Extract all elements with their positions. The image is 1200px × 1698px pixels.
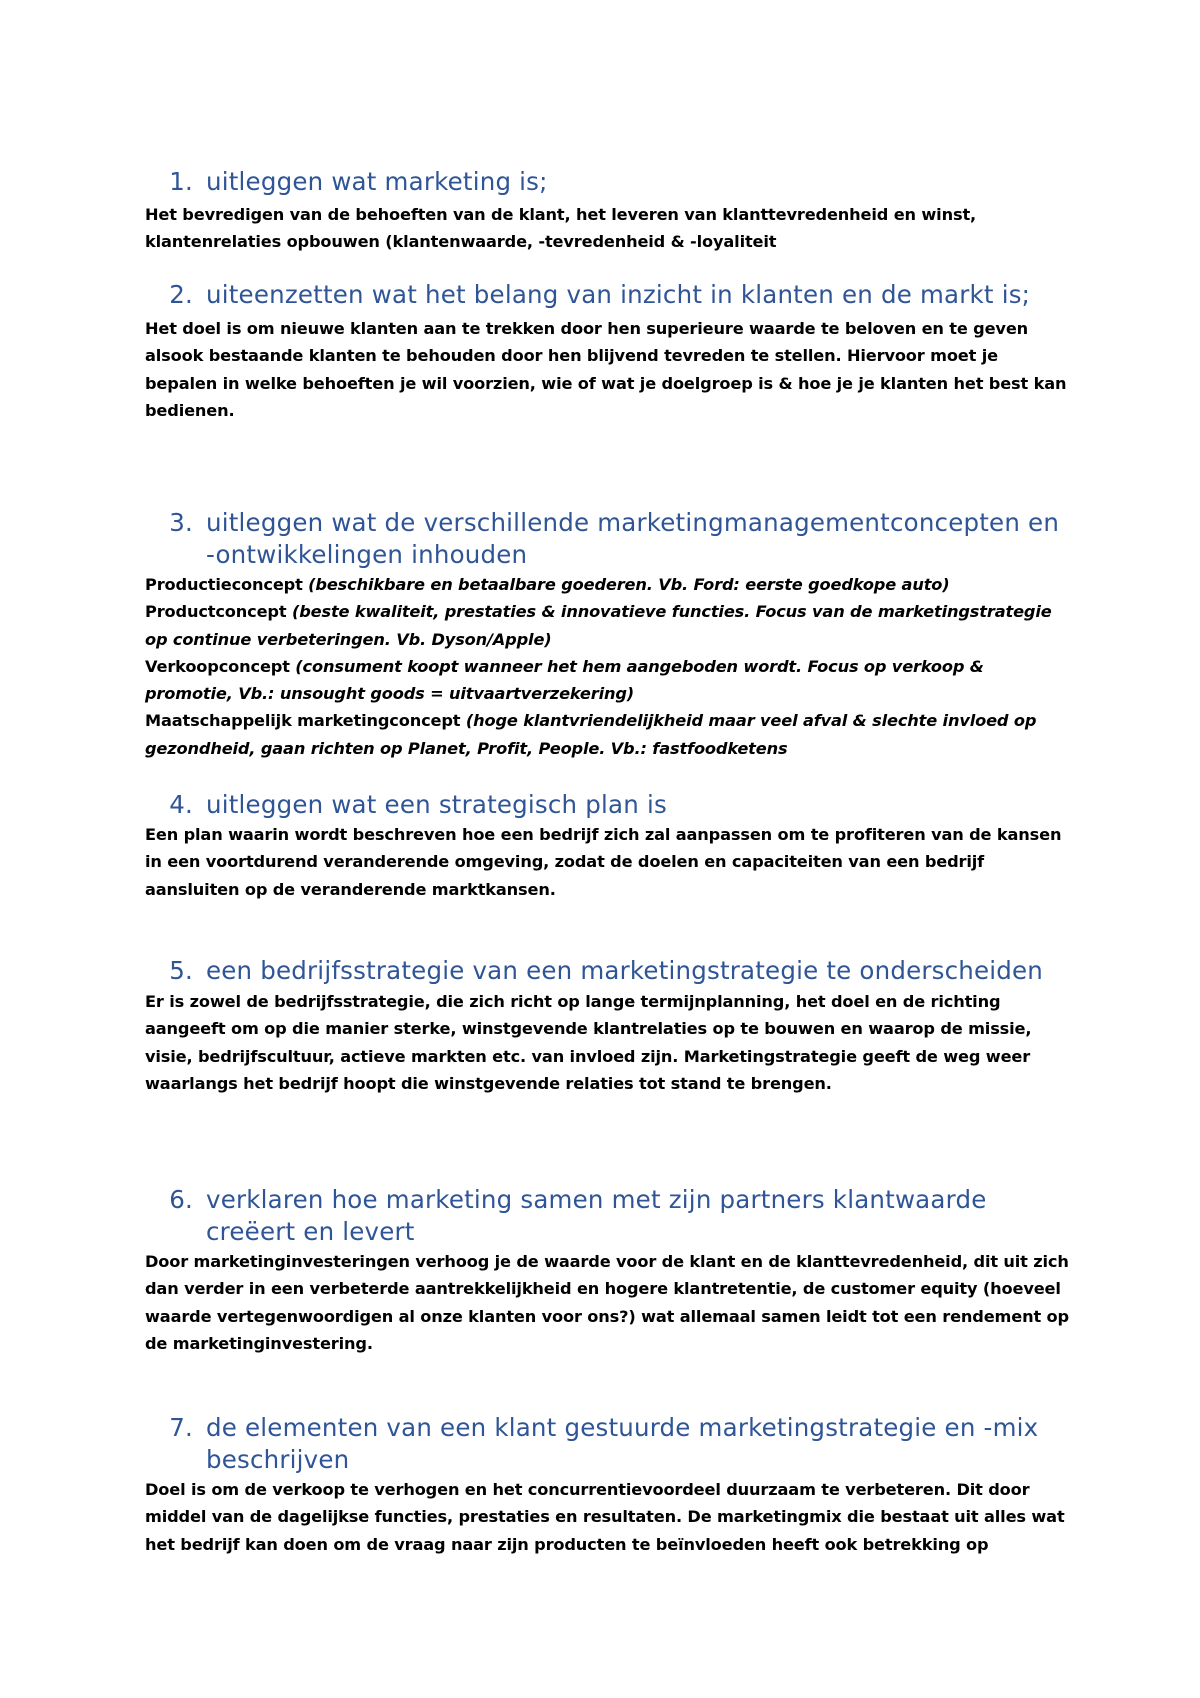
section-heading (145, 789, 1075, 821)
section-body (145, 315, 1075, 424)
heading-number: 6. (169, 1185, 193, 1214)
concept-name: Maatschappelijk marketingconcept (145, 711, 466, 731)
section-heading (145, 1412, 1075, 1476)
concept-item (145, 598, 1075, 653)
concept-detail: (hoge klantvriendelijkheid maar veel afval & slechte invloed op gezondheid, gaan richten op Planet, Profit, People. Vb.: fastfoodketens (145, 711, 1037, 758)
heading-number: 2. (169, 280, 193, 309)
section-body (145, 1476, 1075, 1558)
heading-text: uitleggen wat een strategisch plan is (206, 790, 667, 819)
section-body (145, 988, 1075, 1097)
section-heading (145, 955, 1075, 987)
section-body (145, 1248, 1075, 1357)
heading-text: uiteenzetten wat het belang van inzicht in klanten en de markt is; (206, 280, 1031, 309)
concept-detail: (beste kwaliteit, prestaties & innovatieve functies. Focus van de marketingstrategie op continue verbeteringen. Vb. Dyson/Apple) (145, 602, 1052, 649)
heading-text: verklaren hoe marketing samen met zijn partners klantwaarde creëert en levert (206, 1185, 987, 1246)
heading-number: 3. (169, 508, 193, 537)
section-heading (145, 279, 1075, 311)
concept-name: Verkoopconcept (145, 656, 296, 676)
heading-text: de elementen van een klant gestuurde marketingstrategie en -mix beschrijven (206, 1413, 1039, 1474)
heading-number: 4. (169, 790, 193, 819)
concept-item (145, 707, 1075, 762)
section-paragraph: Een plan waarin wordt beschreven hoe een bedrijf zich zal aanpassen om te profiteren van de kansen in een voortdurend veranderende omgeving, zodat de doelen en capaciteiten van een bedrijf aansluiten op de veranderende marktkansen. (145, 825, 1062, 899)
section-heading (145, 1184, 1075, 1248)
section-5 (145, 955, 1075, 1097)
heading-text: uitleggen wat de verschillende marketingmanagementconcepten en -ontwikkelingen inhouden (206, 508, 1060, 569)
section-6 (145, 1184, 1075, 1357)
section-3 (145, 507, 1075, 762)
section-1 (145, 166, 1075, 256)
concept-item (145, 653, 1075, 708)
concept-detail: (beschikbare en betaalbare goederen. Vb. Ford: eerste goedkope auto) (308, 575, 950, 594)
section-paragraph: Er is zowel de bedrijfsstrategie, die zich richt op lange termijnplanning, het doel en de richting aangeeft om op die manier sterke, winstgevende klantrelaties op te bouwen en waarop de missie, visie, bedrijfscultuur, actieve markten etc. van invloed zijn. Marketingstrategie geeft de weg weer waarlangs het bedrijf hoopt die winstgevende relaties tot stand te brengen. (145, 992, 1032, 1093)
section-heading (145, 166, 1075, 198)
concept-name: Productconcept (145, 602, 292, 622)
section-body (145, 571, 1075, 762)
concept-name: Productieconcept (145, 575, 309, 594)
section-heading (145, 507, 1075, 571)
concept-detail: (consument koopt wanneer het hem aangeboden wordt. Focus op verkoop & promotie, Vb.: unsought goods = uitvaartverzekering) (145, 656, 984, 704)
section-paragraph: Het bevredigen van de behoeften van de klant, het leveren van klanttevredenheid en winst, klantenrelaties opbouwen (klantenwaarde, -tevredenheid & -loyaliteit (145, 205, 977, 252)
section-paragraph: Door marketinginvesteringen verhoog je de waarde voor de klant en de klanttevredenheid, dit uit zich dan verder in een verbeterde aantrekkelijkheid en hogere klantretentie, de customer equity (hoeveel waarde vertegenwoordigen al onze klanten voor ons?) wat allemaal samen leidt tot een rendement op de marketinginvestering. (145, 1252, 1069, 1353)
section-paragraph: Doel is om de verkoop te verhogen en het concurrentievoordeel duurzaam te verbeteren. Dit door middel van de dagelijkse functies, prestaties en resultaten. De marketingmix die bestaat uit alles wat het bedrijf kan doen om de vraag naar zijn producten te beïnvloeden heeft ook betrekking op (145, 1480, 1065, 1554)
section-4 (145, 789, 1075, 903)
heading-number: 1. (169, 167, 193, 196)
section-7 (145, 1412, 1075, 1558)
heading-text: uitleggen wat marketing is; (206, 167, 548, 196)
heading-text: een bedrijfsstrategie van een marketingstrategie te onderscheiden (206, 956, 1044, 985)
section-body (145, 201, 1075, 256)
heading-number: 7. (169, 1413, 193, 1442)
section-paragraph: Het doel is om nieuwe klanten aan te trekken door hen superieure waarde te beloven en te geven alsook bestaande klanten te behouden door hen blijvend tevreden te stellen. Hiervoor moet je bepalen in welke behoeften je wil voorzien, wie of wat je doelgroep is & hoe je je klanten het best kan bedienen. (145, 319, 1067, 420)
section-2 (145, 279, 1075, 424)
heading-number: 5. (169, 956, 193, 985)
concept-item (145, 571, 1075, 598)
section-body (145, 821, 1075, 903)
